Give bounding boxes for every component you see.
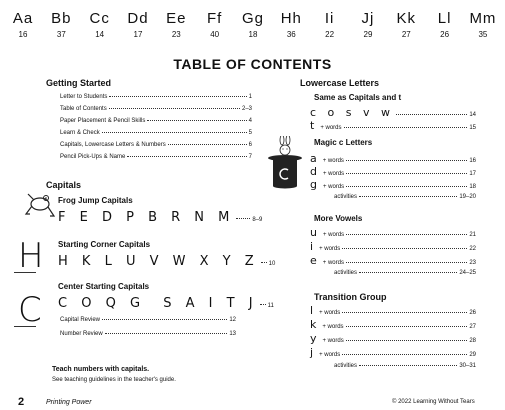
leader-dots xyxy=(147,120,246,121)
toc-page: 1 xyxy=(248,94,252,100)
leader-dots xyxy=(168,144,247,145)
alphabet-count: 35 xyxy=(478,30,488,39)
leader-dots xyxy=(236,218,250,219)
toc-page: 24–25 xyxy=(459,270,476,276)
toc-label: Letter to Students xyxy=(60,94,108,100)
toc-page: 16 xyxy=(469,158,476,164)
leader-dots xyxy=(102,319,227,320)
big-capital-c: C xyxy=(18,290,42,330)
alphabet-letters: Bb xyxy=(51,10,72,27)
alphabet-letters: Dd xyxy=(127,10,149,27)
leader-dots xyxy=(342,354,467,355)
toc-row[interactable] xyxy=(334,363,476,369)
lowercase-letters: l xyxy=(310,304,314,317)
toc-label: + words xyxy=(322,260,344,266)
alphabet-count: 26 xyxy=(440,30,450,39)
toc-label: Pencil Pick-Ups & Name xyxy=(60,154,126,160)
alphabet-cell xyxy=(6,10,40,39)
toc-label: Number Review xyxy=(60,331,103,337)
toc-page: 27 xyxy=(469,324,476,330)
baseline-rule xyxy=(14,326,36,327)
alphabet-cell xyxy=(83,10,117,39)
alphabet-letters: Ee xyxy=(166,10,187,27)
alphabet-letters: Cc xyxy=(89,10,110,27)
lowercase-letters: g xyxy=(310,178,317,191)
leader-dots xyxy=(342,312,467,313)
toc-page: 17 xyxy=(469,171,476,177)
starting-corner-heading: Starting Corner Capitals xyxy=(58,240,151,249)
leader-dots xyxy=(260,304,266,305)
toc-label: activities xyxy=(334,270,358,276)
toc-label: + words xyxy=(319,246,341,252)
alphabet-cell xyxy=(44,10,78,39)
frog-icon xyxy=(24,190,56,220)
alphabet-cell xyxy=(466,10,500,39)
toc-label: Table of Contents xyxy=(60,106,107,112)
note-heading: Teach numbers with capitals. xyxy=(52,366,150,373)
alphabet-cell xyxy=(351,10,385,39)
leader-dots xyxy=(346,186,467,187)
center-starting-heading: Center Starting Capitals xyxy=(58,282,150,291)
toc-page: 11 xyxy=(267,303,274,309)
baseline-rule xyxy=(14,272,36,273)
alphabet-count: 40 xyxy=(210,30,220,39)
magic-hat-icon xyxy=(266,136,306,194)
toc-label: + words xyxy=(319,352,341,358)
toc-row[interactable] xyxy=(310,106,476,119)
frog-jump-heading: Frog Jump Capitals xyxy=(58,196,133,205)
leader-dots xyxy=(346,262,467,263)
leader-dots xyxy=(127,156,246,157)
toc-row[interactable] xyxy=(60,154,252,160)
alphabet-count: 29 xyxy=(363,30,373,39)
alphabet-letters: Ii xyxy=(324,10,335,27)
toc-row[interactable] xyxy=(310,346,476,359)
alphabet-cell xyxy=(121,10,155,39)
page-title: TABLE OF CONTENTS xyxy=(173,56,332,72)
lowercase-letters: e xyxy=(310,254,317,267)
leader-dots xyxy=(344,127,468,128)
leader-dots xyxy=(342,248,467,249)
leader-dots xyxy=(396,114,467,115)
toc-page: 26 xyxy=(469,310,476,316)
toc-page: 19–20 xyxy=(459,194,476,200)
lowercase-letters: a xyxy=(310,152,317,165)
leader-dots xyxy=(346,326,468,327)
toc-label: + words xyxy=(322,232,345,238)
leader-dots xyxy=(346,173,467,174)
toc-row[interactable] xyxy=(310,240,476,253)
toc-label: + words xyxy=(322,184,345,190)
lowercase-letters: k xyxy=(310,318,317,331)
alphabet-cell xyxy=(313,10,347,39)
toc-row[interactable] xyxy=(58,210,262,225)
lowercase-letters: t xyxy=(310,119,315,132)
page-number: 2 xyxy=(18,396,25,408)
transition-group-heading: Transition Group xyxy=(314,292,387,302)
alphabet-strip xyxy=(6,10,500,39)
toc-page: 21 xyxy=(469,232,476,238)
leader-dots xyxy=(346,160,467,161)
alphabet-count: 36 xyxy=(286,30,296,39)
alphabet-count: 27 xyxy=(401,30,411,39)
toc-row[interactable] xyxy=(334,194,476,200)
alphabet-cell xyxy=(198,10,232,39)
toc-page: 10 xyxy=(268,261,276,267)
toc-label: Capitals, Lowercase Letters & Numbers xyxy=(60,142,166,148)
toc-page: 12 xyxy=(229,317,236,323)
toc-label: + words xyxy=(322,324,344,330)
leader-dots xyxy=(105,333,228,334)
same-as-capitals-heading: Same as Capitals and t xyxy=(314,93,402,102)
leader-dots xyxy=(102,132,247,133)
lowercase-letters: d xyxy=(310,165,317,178)
alphabet-letters: Aa xyxy=(12,10,34,27)
leader-dots xyxy=(346,234,467,235)
toc-row[interactable] xyxy=(60,118,252,124)
copyright: © 2022 Learning Without Tears xyxy=(392,399,475,405)
toc-row[interactable] xyxy=(310,165,476,178)
alphabet-letters: Ll xyxy=(437,10,452,27)
alphabet-count: 37 xyxy=(56,30,66,39)
toc-page: 18 xyxy=(469,184,476,190)
lowercase-letters: j xyxy=(310,346,314,359)
alphabet-letters: Gg xyxy=(241,10,264,27)
toc-row[interactable] xyxy=(60,106,252,112)
toc-row[interactable] xyxy=(310,318,476,331)
magic-c-heading: Magic c Letters xyxy=(314,138,373,147)
toc-page: 7 xyxy=(248,154,252,160)
note-text: See teaching guidelines in the teacher's guide. xyxy=(52,377,176,383)
teaching-note xyxy=(52,366,176,383)
toc-label: Capital Review xyxy=(60,317,101,323)
toc-label: Learn & Check xyxy=(60,130,100,136)
lowercase-letters: i xyxy=(310,240,314,253)
capital-sequence: F E D P B R N M xyxy=(58,210,235,225)
more-vowels-heading: More Vowels xyxy=(314,214,363,223)
toc-row[interactable] xyxy=(58,296,274,311)
capital-sequence: H K L U V W X Y Z xyxy=(58,254,259,269)
toc-page: 29 xyxy=(469,352,476,358)
lowercase-letters: u xyxy=(310,226,317,239)
toc-page: 13 xyxy=(229,331,236,337)
alphabet-cell xyxy=(428,10,462,39)
toc-row[interactable] xyxy=(310,178,476,191)
alphabet-count: 16 xyxy=(18,30,28,39)
toc-page: 22 xyxy=(469,246,476,252)
toc-row[interactable] xyxy=(310,152,476,165)
toc-page: 15 xyxy=(469,125,476,131)
alphabet-letters: Kk xyxy=(396,10,417,27)
toc-row[interactable] xyxy=(310,332,476,345)
toc-row[interactable] xyxy=(310,119,476,132)
lowercase-heading: Lowercase Letters xyxy=(300,78,380,88)
toc-page: 8–9 xyxy=(252,217,263,223)
toc-page: 14 xyxy=(469,112,476,118)
toc-page: 4 xyxy=(248,118,252,124)
toc-label: + words xyxy=(320,125,342,131)
alphabet-letters: Ff xyxy=(206,10,223,27)
big-capital-h: H xyxy=(18,236,44,276)
toc-row[interactable] xyxy=(60,317,236,323)
toc-row[interactable] xyxy=(310,304,476,317)
toc-label: + words xyxy=(319,310,341,316)
capital-sequence: C O Q G S A I T J xyxy=(58,296,258,311)
leader-dots xyxy=(109,96,246,97)
toc-page: 23 xyxy=(469,260,476,266)
toc-row[interactable] xyxy=(310,226,476,239)
leader-dots xyxy=(346,340,468,341)
getting-started-heading: Getting Started xyxy=(46,78,112,88)
toc-label: + words xyxy=(322,158,344,164)
alphabet-letters: Hh xyxy=(280,10,302,27)
alphabet-letters: Mm xyxy=(469,10,497,27)
toc-row[interactable] xyxy=(310,254,476,267)
toc-page: 5 xyxy=(248,130,252,136)
alphabet-count: 23 xyxy=(171,30,181,39)
alphabet-count: 18 xyxy=(248,30,258,39)
alphabet-count: 22 xyxy=(325,30,335,39)
toc-label: Paper Placement & Pencil Skills xyxy=(60,118,146,124)
toc-row[interactable] xyxy=(60,130,252,136)
alphabet-letters: Jj xyxy=(361,10,375,27)
toc-row[interactable] xyxy=(334,270,476,276)
toc-label: activities xyxy=(334,363,358,369)
leader-dots xyxy=(359,196,457,197)
toc-row[interactable] xyxy=(60,142,252,148)
book-title: Printing Power xyxy=(46,399,92,406)
alphabet-cell xyxy=(274,10,308,39)
lowercase-letters: y xyxy=(310,332,317,345)
alphabet-cell xyxy=(159,10,193,39)
alphabet-cell xyxy=(236,10,270,39)
toc-page: 28 xyxy=(469,338,476,344)
toc-label: + words xyxy=(322,171,345,177)
toc-label: + words xyxy=(322,338,344,344)
capitals-heading: Capitals xyxy=(46,180,82,190)
alphabet-cell xyxy=(389,10,423,39)
toc-page: 6 xyxy=(248,142,252,148)
leader-dots xyxy=(359,272,457,273)
leader-dots xyxy=(109,108,240,109)
leader-dots xyxy=(359,365,457,366)
toc-page: 30–31 xyxy=(459,363,476,369)
leader-dots xyxy=(261,262,267,263)
toc-label: activities xyxy=(334,194,358,200)
toc-row[interactable] xyxy=(60,94,252,100)
lowercase-letters: c o s v w xyxy=(310,106,395,119)
toc-row[interactable] xyxy=(58,254,275,269)
toc-page: 2–3 xyxy=(241,106,252,112)
toc-row[interactable] xyxy=(60,331,236,337)
alphabet-count: 14 xyxy=(95,30,105,39)
alphabet-count: 17 xyxy=(133,30,143,39)
